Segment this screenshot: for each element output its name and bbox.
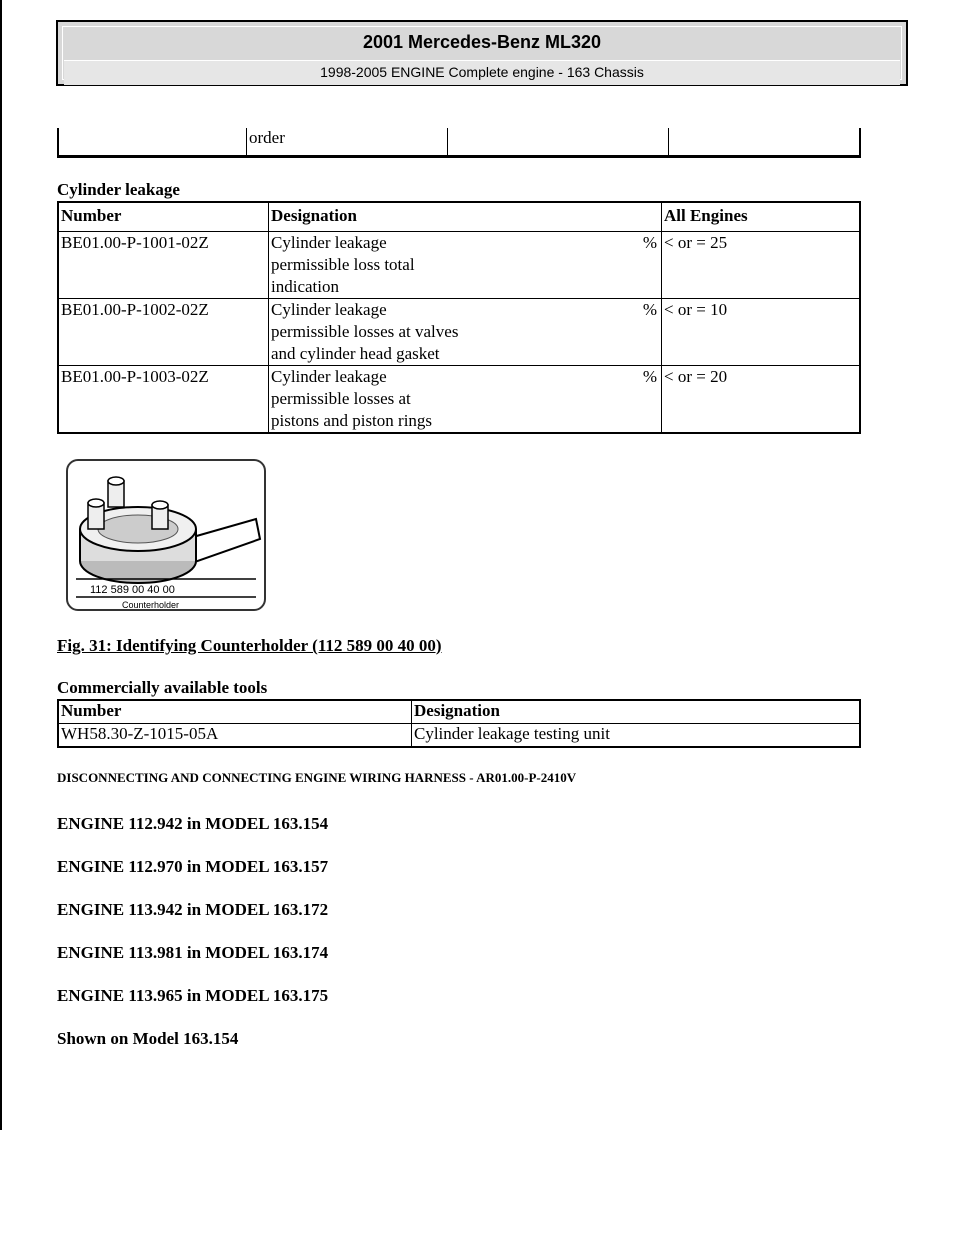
column-header-designation: Designation [412, 700, 861, 724]
cylinder-leakage-table [57, 201, 861, 434]
engine-line: ENGINE 113.942 in MODEL 163.172 [57, 900, 329, 919]
cylinder-leakage-title: Cylinder leakage [57, 180, 180, 199]
table-header-row [58, 700, 860, 724]
row-designation [269, 299, 662, 366]
engine-line: ENGINE 113.965 in MODEL 163.175 [57, 986, 329, 1005]
tools-title: Commercially available tools [57, 678, 268, 697]
row-number: BE01.00-P-1001-02Z [58, 232, 269, 299]
table-cell [448, 128, 669, 157]
designation-line: indication [271, 277, 339, 296]
designation-line: permissible losses at [271, 389, 411, 408]
unit-label: % [642, 233, 657, 252]
designation-line: permissible losses at valves [271, 322, 459, 341]
engine-line: ENGINE 113.981 in MODEL 163.174 [57, 943, 329, 962]
table-row [58, 724, 860, 748]
designation-line: Cylinder leakage [271, 367, 387, 386]
row-number: BE01.00-P-1002-02Z [58, 299, 269, 366]
designation-line: Cylinder leakage [271, 233, 387, 252]
header-title: 2001 Mercedes-Benz ML320 [362, 32, 602, 52]
shown-on-model: Shown on Model 163.154 [57, 1029, 239, 1048]
counterholder-illustration [68, 461, 264, 609]
column-header-designation: Designation [269, 202, 662, 232]
table-row [58, 232, 860, 299]
unit-label: % [642, 367, 657, 386]
table-cell: order [247, 128, 448, 157]
engine-line: ENGINE 112.970 in MODEL 163.157 [57, 857, 329, 876]
table-row [58, 299, 860, 366]
header-subtitle: 1998-2005 ENGINE Complete engine - 163 Chassis [320, 64, 644, 80]
designation-line: permissible loss total [271, 255, 415, 274]
page-left-border [0, 0, 2, 1130]
row-value: < or = 25 [662, 232, 861, 299]
table-row [58, 366, 860, 434]
column-header-number: Number [58, 700, 412, 724]
column-header-number: Number [58, 202, 269, 232]
designation-line: pistons and piston rings [271, 411, 433, 430]
order-table-fragment [57, 128, 861, 158]
column-header-all-engines: All Engines [662, 202, 861, 232]
row-number: WH58.30-Z-1015-05A [58, 724, 412, 748]
table-row [58, 128, 860, 157]
procedure-heading: DISCONNECTING AND CONNECTING ENGINE WIRING HARNESS - AR01.00-P-2410V [57, 770, 577, 785]
row-designation [269, 232, 662, 299]
row-value: < or = 10 [662, 299, 861, 366]
figure-caption: Fig. 31: Identifying Counterholder (112 589 00 40 00) [57, 636, 442, 655]
designation-line: and cylinder head gasket [271, 344, 440, 363]
unit-label: % [642, 300, 657, 319]
engine-line: ENGINE 112.942 in MODEL 163.154 [57, 814, 329, 833]
row-designation: Cylinder leakage testing unit [412, 724, 861, 748]
part-number-label: 112 589 00 40 00 [90, 584, 175, 596]
table-cell [669, 128, 861, 157]
row-designation [269, 366, 662, 434]
page-header [56, 20, 908, 86]
row-number: BE01.00-P-1003-02Z [58, 366, 269, 434]
tools-table [57, 699, 861, 748]
table-cell [58, 128, 247, 157]
row-value: < or = 20 [662, 366, 861, 434]
table-header-row [58, 202, 860, 232]
counterholder-figure [66, 459, 266, 611]
counterholder-label: Counterholder [122, 600, 180, 609]
designation-line: Cylinder leakage [271, 300, 387, 319]
